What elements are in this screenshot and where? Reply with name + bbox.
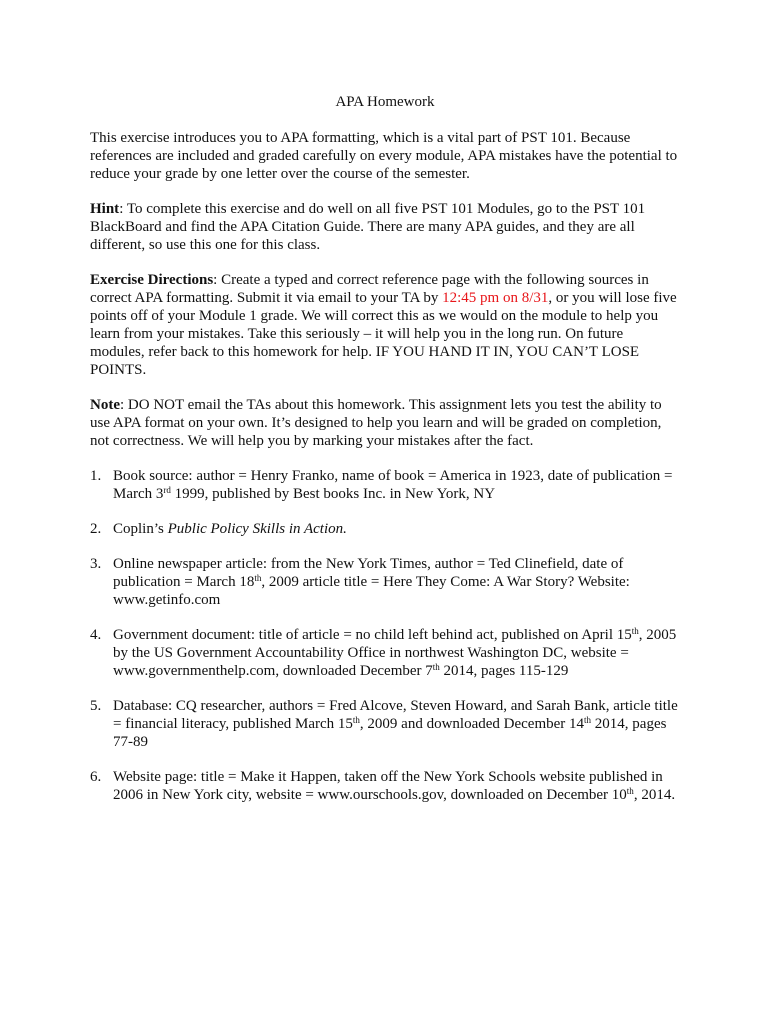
list-item-text: , 2009 and downloaded December 14	[359, 716, 585, 732]
ordinal-suffix: th	[352, 715, 360, 725]
deadline-text: 12:45 pm on 8/31	[442, 290, 549, 306]
list-item-text: 2014, pages 115-129	[439, 663, 569, 679]
list-item-text: , 2014.	[633, 787, 676, 803]
hint-text: : To complete this exercise and do well on all five PST 101 Modules, go to the PST 101 BlackBoard and find the APA Citation Guide. There are many APA guides, and they are all different, so use this one for this class.	[90, 201, 646, 253]
list-item-text: Book source: author = Henry Franko, name of book = America in 1923, date of publication = March 3	[113, 468, 673, 502]
hint-label: Hint	[90, 201, 120, 217]
list-item-text: Online newspaper article: from the New York Times, author = Ted Clinefield, date of publication = March 18	[113, 556, 624, 590]
document-title: APA Homework	[335, 94, 435, 110]
list-item	[90, 626, 680, 680]
list-item	[90, 520, 680, 538]
ordinal-suffix: th	[626, 786, 634, 796]
list-item	[90, 555, 680, 609]
directions-text-after: , or you will lose five points off of your Module 1 grade. We will correct this as we would on the module to help you learn from your mistakes. Take this seriously – it will help you in the long run. On future modules, refer back to this homework for help. IF YOU HAND IT IN, YOU CAN’T LOSE POINTS.	[90, 290, 677, 378]
list-item-text: 2014, pages 77-89	[113, 716, 667, 750]
note-paragraph	[90, 396, 680, 450]
list-item-number: 6.	[90, 769, 102, 785]
directions-text-before: : Create a typed and correct reference page with the following sources in correct APA formatting. Submit it via email to your TA by	[90, 272, 649, 306]
list-item-text: Coplin’s	[113, 521, 168, 537]
list-item-text: , 2009 article title = Here They Come: A War Story? Website: www.getinfo.com	[113, 574, 630, 608]
list-item-text: Government document: title of article = no child left behind act, published on April 15	[113, 627, 632, 643]
note-label: Note	[90, 397, 120, 413]
list-item	[90, 768, 680, 804]
list-item-number: 3.	[90, 556, 102, 572]
list-item-text: , 2005 by the US Government Accountability Office in northwest Washington DC, website = www.governmenthelp.com, downloaded December 7	[113, 627, 677, 679]
hint-paragraph	[90, 200, 680, 254]
directions-paragraph	[90, 271, 680, 379]
ordinal-suffix: th	[631, 626, 639, 636]
ordinal-suffix: th	[432, 662, 440, 672]
document-body	[90, 93, 680, 821]
book-title: Public Policy Skills in Action.	[167, 521, 347, 537]
list-item-text: 1999, published by Best books Inc. in New York, NY	[170, 486, 496, 502]
note-text: : DO NOT email the TAs about this homework. This assignment lets you test the ability to use APA format on your own. It’s designed to help you learn and will be graded on completion, not correctness. We will help you by marking your mistakes after the fact.	[90, 397, 662, 449]
list-item-number: 2.	[90, 521, 102, 537]
list-item-number: 1.	[90, 468, 102, 484]
intro-paragraph: This exercise introduces you to APA formatting, which is a vital part of PST 101. Because references are included and graded carefully on every module, APA mistakes have the potential to reduce your grade by one letter over the course of the semester.	[90, 130, 678, 182]
source-list	[90, 467, 680, 804]
ordinal-suffix: th	[254, 573, 262, 583]
list-item	[90, 697, 680, 751]
directions-label: Exercise Directions	[90, 272, 214, 288]
ordinal-suffix: th	[584, 715, 592, 725]
ordinal-suffix: rd	[163, 485, 171, 495]
list-item-text: Database: CQ researcher, authors = Fred Alcove, Steven Howard, and Sarah Bank, article title = financial literacy, published March 15	[113, 698, 678, 732]
list-item-text: Website page: title = Make it Happen, taken off the New York Schools website published in 2006 in New York city, website = www.ourschools.gov, downloaded on December 10	[113, 769, 663, 803]
list-item-number: 4.	[90, 627, 102, 643]
list-item-number: 5.	[90, 698, 102, 714]
list-item	[90, 467, 680, 503]
